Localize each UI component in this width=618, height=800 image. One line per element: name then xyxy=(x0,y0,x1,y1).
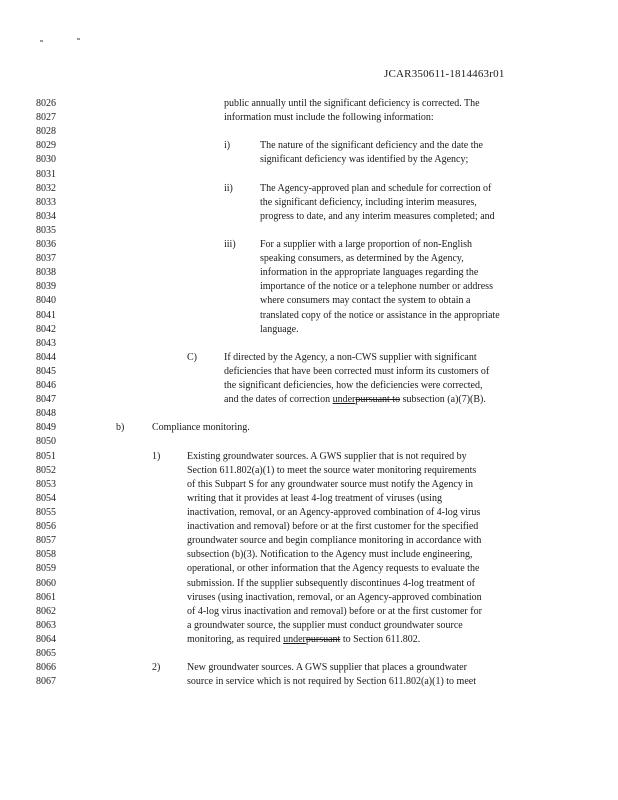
body-line: information in the appropriate languages regarding the xyxy=(260,267,479,278)
line-number: 8032 xyxy=(36,183,56,194)
line-number: 8065 xyxy=(36,648,56,659)
line-number: 8030 xyxy=(36,154,56,165)
line-number: 8031 xyxy=(36,169,56,180)
line-number: 8056 xyxy=(36,521,56,532)
line-number: 8049 xyxy=(36,422,56,433)
line-number: 8034 xyxy=(36,211,56,222)
line-number: 8037 xyxy=(36,253,56,264)
body-line: operational, or other information that the Agency requests to evaluate the xyxy=(187,563,480,574)
item-label: iii) xyxy=(224,239,236,250)
deleted-text: pursuant to xyxy=(355,394,401,405)
line-number: 8066 xyxy=(36,662,56,673)
body-line: For a supplier with a large proportion of non-English xyxy=(260,239,473,250)
body-line: If directed by the Agency, a non-CWS supplier with significant xyxy=(224,352,477,363)
line-number: 8052 xyxy=(36,465,56,476)
line-number: 8036 xyxy=(36,239,56,250)
body-line: groundwater source and begin compliance monitoring in accordance with xyxy=(187,535,482,546)
line-number: 8033 xyxy=(36,197,56,208)
body-line: speaking consumers, as determined by the Agency, xyxy=(260,253,464,264)
line-number: 8062 xyxy=(36,606,56,617)
scan-speck xyxy=(40,40,43,42)
body-line: the significant deficiency, including interim measures, xyxy=(260,197,477,208)
line-number: 8064 xyxy=(36,634,56,645)
line-number: 8059 xyxy=(36,563,56,574)
line-number: 8053 xyxy=(36,479,56,490)
line-number: 8050 xyxy=(36,436,56,447)
section-heading: Compliance monitoring. xyxy=(152,422,250,433)
body-line xyxy=(224,394,486,406)
line-number: 8040 xyxy=(36,295,56,306)
line-number: 8051 xyxy=(36,451,56,462)
inserted-text: under xyxy=(283,634,306,645)
line-number: 8046 xyxy=(36,380,56,391)
line-number: 8041 xyxy=(36,310,56,321)
line-number: 8042 xyxy=(36,324,56,335)
body-line: The Agency-approved plan and schedule for correction of xyxy=(260,183,492,194)
text-run: and the dates of correction xyxy=(224,394,333,405)
line-number: 8055 xyxy=(36,507,56,518)
body-line: Section 611.802(a)(1) to meet the source water monitoring requirements xyxy=(187,465,477,476)
line-number: 8048 xyxy=(36,408,56,419)
body-line: importance of the notice or a telephone number or address xyxy=(260,281,493,292)
line-number: 8060 xyxy=(36,578,56,589)
body-line: source in service which is not required by Section 611.802(a)(1) to meet xyxy=(187,676,476,687)
body-line: of 4-log virus inactivation and removal) before or at the first customer for xyxy=(187,606,482,617)
text-run: subsection (a)(7)(B). xyxy=(400,394,486,405)
line-number: 8035 xyxy=(36,225,56,236)
body-line: The nature of the significant deficiency and the date the xyxy=(260,140,483,151)
body-line: translated copy of the notice or assistance in the appropriate xyxy=(260,310,500,321)
item-label: i) xyxy=(224,140,231,151)
body-line: language. xyxy=(260,324,299,335)
inserted-text: under xyxy=(332,394,356,405)
line-number: 8063 xyxy=(36,620,56,631)
item-label: C) xyxy=(187,352,197,363)
body-line: writing that it provides at least 4-log treatment of viruses (using xyxy=(187,493,442,504)
line-number: 8044 xyxy=(36,352,56,363)
line-number: 8047 xyxy=(36,394,56,405)
body-line: viruses (using inactivation, removal, or an Agency-approved combination xyxy=(187,592,482,603)
scan-speck xyxy=(77,38,80,40)
text-run: monitoring, as required xyxy=(187,634,284,645)
line-number: 8043 xyxy=(36,338,56,349)
body-line: New groundwater sources. A GWS supplier that places a groundwater xyxy=(187,662,467,673)
body-line: subsection (b)(3). Notification to the Agency must include engineering, xyxy=(187,549,473,560)
body-line: information must include the following information: xyxy=(224,112,434,123)
body-line: public annually until the significant deficiency is corrected. The xyxy=(224,98,480,109)
item-label: 1) xyxy=(152,451,161,462)
line-number: 8058 xyxy=(36,549,56,560)
line-number: 8057 xyxy=(36,535,56,546)
document-id: JCAR350611-1814463r01 xyxy=(384,68,505,80)
deleted-text: pursuant xyxy=(305,634,341,645)
line-number: 8028 xyxy=(36,126,56,137)
body-line: submission. If the supplier subsequently discontinues 4-log treatment of xyxy=(187,578,476,589)
body-line: deficiencies that have been corrected must inform its customers of xyxy=(224,366,490,377)
item-label: ii) xyxy=(224,183,233,194)
body-line: Existing groundwater sources. A GWS supplier that is not required by xyxy=(187,451,467,462)
line-number: 8038 xyxy=(36,267,56,278)
line-number: 8067 xyxy=(36,676,56,687)
line-number: 8029 xyxy=(36,140,56,151)
line-number: 8045 xyxy=(36,366,56,377)
section-label: b) xyxy=(116,422,125,433)
body-line: significant deficiency was identified by the Agency; xyxy=(260,154,469,165)
line-number: 8026 xyxy=(36,98,56,109)
body-line: inactivation, removal, or an Agency-approved combination of 4-log virus xyxy=(187,507,481,518)
item-label: 2) xyxy=(152,662,161,673)
body-line: the significant deficiencies, how the deficiencies were corrected, xyxy=(224,380,483,391)
body-line: a groundwater source, the supplier must conduct groundwater source xyxy=(187,620,463,631)
text-run: to Section 611.802. xyxy=(340,634,421,645)
body-line: inactivation and removal) before or at the first customer for the specified xyxy=(187,521,479,532)
body-line: where consumers may contact the system to obtain a xyxy=(260,295,471,306)
body-line: progress to date, and any interim measures completed; and xyxy=(260,211,495,222)
line-number: 8039 xyxy=(36,281,56,292)
body-line xyxy=(187,634,420,646)
line-number: 8054 xyxy=(36,493,56,504)
line-number: 8027 xyxy=(36,112,56,123)
body-line: of this Subpart S for any groundwater source must notify the Agency in xyxy=(187,479,474,490)
line-number: 8061 xyxy=(36,592,56,603)
